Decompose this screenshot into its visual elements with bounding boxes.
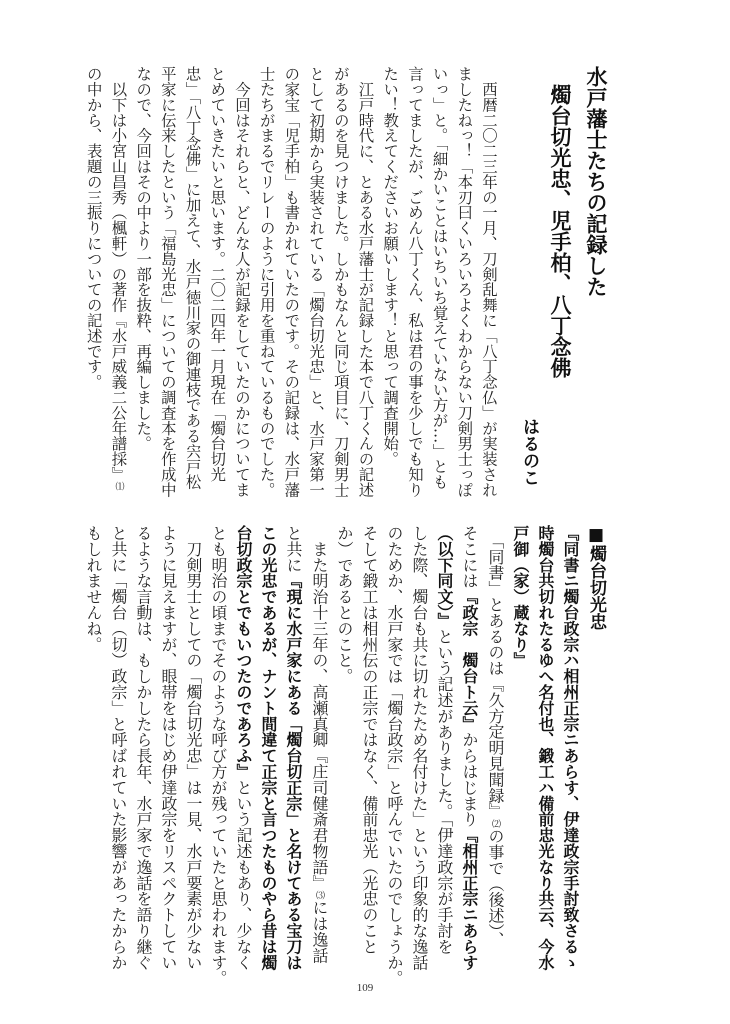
bottom-text-line bbox=[382, 525, 407, 987]
top-text-line bbox=[279, 66, 304, 496]
top-text-line bbox=[328, 66, 353, 496]
body-text: ように見えますが、眼帯をはじめ伊達政宗をリスペクトしてい bbox=[159, 525, 178, 971]
body-text: と共に「燭台（切）政宗」と呼ばれていた影響があったからか bbox=[109, 525, 128, 971]
bottom-text-line bbox=[206, 525, 231, 987]
bottom-text-line bbox=[583, 525, 609, 965]
body-text: の中から、表題の三振りについての記述です。 bbox=[84, 66, 103, 390]
body-text: なので、今回はその中より一部を抜粋、再編しました。 bbox=[134, 66, 153, 451]
top-text-line bbox=[427, 66, 452, 496]
body-text: とも明治の頃までそのような呼び方が残っていたと思われます。 bbox=[209, 525, 228, 987]
bottom-text-line bbox=[558, 525, 583, 971]
top-text-line bbox=[205, 66, 230, 496]
body-text: そこには bbox=[460, 525, 479, 589]
top-text-line bbox=[476, 66, 501, 496]
body-text: 士たちがまるでリレーのように引用を重ねているものでした。 bbox=[257, 66, 276, 498]
body-text: か）であるとのこと。 bbox=[335, 525, 354, 684]
body-text: 西暦二〇二三年の一月、刀剣乱舞に「八丁念仏」が実装され bbox=[480, 66, 498, 498]
quoted-text: 台切政宗とでもいつたのであろふ』 bbox=[234, 525, 253, 780]
body-text: 刀剣男士としての「燭台切光忠」は一見、水戸要素が少ない bbox=[184, 525, 203, 971]
bottom-text-line bbox=[533, 525, 558, 971]
bottom-text-line bbox=[332, 525, 357, 965]
body-text: るような言動は、もしかしたら長年、水戸家で逸話を語り継ぐ bbox=[134, 525, 153, 971]
bottom-text-line bbox=[256, 525, 281, 971]
quoted-text: 戸御（家）蔵なり』 bbox=[511, 525, 530, 669]
intro-section bbox=[81, 66, 501, 496]
body-text: そして鍛工は相州伝の正宗ではなく、備前忠光（光忠のこと bbox=[360, 525, 379, 955]
quoted-text: （以下同文）』 bbox=[435, 525, 454, 629]
quoted-text: 『同書ニ燭台政宗ハ相州正宗ニあらす、伊達政宗手討致さるゝ bbox=[561, 525, 580, 971]
footnote-marker: ⑴ bbox=[113, 481, 124, 491]
top-text-line bbox=[377, 66, 402, 496]
body-text: 「同書」とあるのは『久方定明見聞録』 bbox=[486, 525, 505, 820]
footnote-marker: ⑵ bbox=[490, 819, 500, 829]
top-text-line bbox=[155, 66, 180, 496]
bottom-text-line bbox=[106, 525, 131, 971]
quoted-text: 時燭台共切れたるゆへ名付也、鍛工ハ備前忠光なり共云、今水 bbox=[536, 525, 555, 971]
top-text-line bbox=[353, 66, 378, 496]
body-text: の事で（後述）、 bbox=[486, 828, 505, 948]
body-text: いっ」と。「細かいことはいちいち覚えていない方が…」とも bbox=[430, 66, 449, 490]
title-line-1: 水戸藩士たちの記録した bbox=[584, 66, 608, 297]
bottom-text-line bbox=[156, 525, 181, 971]
quoted-text: この光忠であるが、ナント間違て正宗と言つたものやら昔は燭 bbox=[259, 525, 278, 971]
bottom-text-line bbox=[131, 525, 156, 971]
footnote-marker: ⑶ bbox=[314, 890, 324, 900]
body-text: した際、燭台も共に切れたため名付けた」という印象的な逸話 bbox=[410, 525, 429, 971]
bottom-text-line bbox=[231, 525, 256, 971]
top-text-line bbox=[81, 66, 106, 496]
body-text: また明治十三年の、高瀬真卿『庄司健斎君物語』 bbox=[310, 525, 329, 891]
bottom-text-line bbox=[482, 525, 508, 965]
top-text-line bbox=[402, 66, 427, 496]
body-text: には逸話 bbox=[310, 899, 329, 964]
body-text: 以下は小宮山昌秀（楓軒）の著作『水戸威義二公年譜採』 bbox=[109, 66, 128, 482]
shokudaikiri-section bbox=[81, 525, 609, 987]
body-text: 今回はそれらと、どんな人が記録をしていたのかについてま bbox=[232, 66, 251, 498]
top-text-line bbox=[130, 66, 155, 496]
body-text: 言ってましたが、ごめん八丁くん、私は君の事を少しでも知り bbox=[405, 66, 424, 498]
bottom-text-line bbox=[407, 525, 432, 971]
top-text-line bbox=[106, 66, 131, 496]
title-line-2: 燭台切光忠、児手柏、八丁念佛 bbox=[548, 84, 572, 378]
bottom-text-line bbox=[306, 525, 332, 965]
body-text: もしれませんね。 bbox=[84, 525, 103, 653]
top-text-line bbox=[303, 66, 328, 496]
body-text: 忠」「八丁念佛」に加えて、水戸徳川家の御連枝である宍戸松 bbox=[183, 66, 202, 490]
body-text: とめていきたいと思います。二〇二四年一月現在「燭台切光 bbox=[208, 66, 227, 482]
body-text: のためか、水戸家では「燭台政宗」と呼んでいたのでしょうか。 bbox=[385, 525, 404, 987]
top-text-line bbox=[229, 66, 254, 496]
top-text-line bbox=[180, 66, 205, 496]
bottom-text-line bbox=[181, 525, 206, 971]
page-number: 109 bbox=[356, 982, 374, 994]
body-text: があるのを見つけました。しかもなんと同じ項目に、刀剣男士 bbox=[331, 66, 350, 498]
quoted-text: 『政宗 燭台ト云』 bbox=[460, 588, 479, 732]
quoted-text: 『現に水戸家にある「燭台切正宗」と名けてある宝刀は bbox=[284, 572, 303, 971]
body-text: の家宝「児手柏」も書かれていたのです。その記録は、水戸藩 bbox=[282, 66, 301, 498]
bottom-text-line bbox=[281, 525, 306, 971]
top-text-line bbox=[452, 66, 477, 496]
body-text: という記述もあり、少なく bbox=[234, 779, 253, 971]
quoted-text: 『相州正宗ニあらす bbox=[460, 827, 479, 971]
bottom-text-line bbox=[432, 525, 457, 965]
bottom-text-line bbox=[81, 525, 106, 965]
body-text: として初期から実装されている「燭台切光忠」と、水戸家第一 bbox=[307, 66, 326, 498]
body-text: ましたねっ！「本刃曰くいろいろよくわからない刀剣男士っぽ bbox=[455, 66, 474, 498]
section-heading: ■燭台切光忠 bbox=[586, 525, 606, 630]
body-text: からはじまり bbox=[460, 731, 479, 828]
body-text: 江戸時代に、とある水戸藩士が記録した本で八丁くんの記述 bbox=[356, 66, 375, 498]
body-text: と共に bbox=[284, 525, 303, 573]
bottom-text-line bbox=[508, 525, 533, 965]
top-text-line bbox=[254, 66, 279, 496]
author-name: はるのこ bbox=[519, 418, 539, 486]
body-text: 平家に伝来したという「福島光忠」についての調査本を作成中 bbox=[158, 66, 177, 498]
bottom-text-line bbox=[457, 525, 482, 971]
body-text: という記述がありました。「伊達政宗が手討を bbox=[435, 628, 454, 955]
bottom-text-line bbox=[357, 525, 382, 965]
body-text: たい！教えてくださいお願いします！と思って調査開始。 bbox=[381, 66, 400, 467]
article-title bbox=[542, 66, 614, 486]
